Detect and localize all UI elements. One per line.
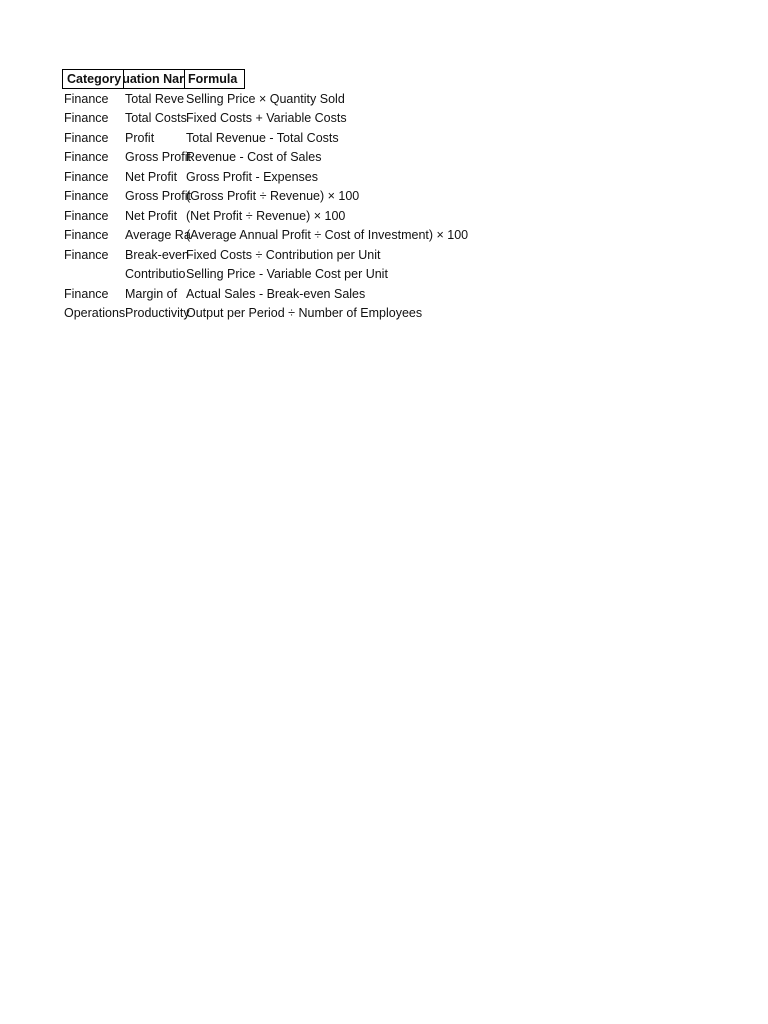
header-row xyxy=(62,69,702,89)
category-cell[interactable]: Finance xyxy=(64,228,109,242)
category-cell[interactable]: Finance xyxy=(64,189,109,203)
table-row xyxy=(62,187,702,207)
name-cell[interactable]: Margin of xyxy=(125,286,178,301)
formula-cell[interactable]: Output per Period ÷ Number of Employees xyxy=(186,306,423,320)
category-cell[interactable]: Finance xyxy=(64,169,109,184)
formula-cell[interactable]: Total Revenue - Total Costs xyxy=(186,130,339,145)
formula-cell[interactable]: Revenue - Cost of Sales xyxy=(186,150,322,164)
formula-cell[interactable]: (Net Profit ÷ Revenue) × 100 xyxy=(186,208,346,223)
formula-cell[interactable]: (Gross Profit ÷ Revenue) × 100 xyxy=(186,189,360,203)
category-cell[interactable]: Finance xyxy=(64,111,109,125)
header-equation-name[interactable] xyxy=(123,69,185,89)
table-row xyxy=(62,304,702,324)
category-cell[interactable]: Finance xyxy=(64,150,109,164)
category-cell[interactable]: Finance xyxy=(64,286,109,301)
table-row xyxy=(62,226,702,246)
name-cell[interactable]: Productivity xyxy=(125,306,190,320)
formula-cell[interactable]: Gross Profit - Expenses xyxy=(186,169,318,184)
table-row xyxy=(62,207,702,227)
name-cell[interactable]: Profit xyxy=(125,130,155,145)
header-category[interactable]: Category xyxy=(62,69,124,89)
table-row xyxy=(62,168,702,188)
name-cell[interactable]: Total Reve xyxy=(125,91,185,106)
spreadsheet xyxy=(62,69,702,324)
table-row xyxy=(62,246,702,266)
table-row xyxy=(62,265,702,285)
category-cell[interactable]: Operations xyxy=(64,306,126,320)
category-cell[interactable] xyxy=(62,265,123,285)
name-cell[interactable]: Gross Profit xyxy=(125,189,191,203)
header-equation-name-label: uation Nar xyxy=(122,72,184,86)
category-cell[interactable]: Finance xyxy=(64,91,109,106)
category-cell[interactable]: Finance xyxy=(64,247,109,262)
formula-cell[interactable]: Fixed Costs ÷ Contribution per Unit xyxy=(186,247,381,262)
name-cell[interactable]: Net Profit xyxy=(125,208,178,223)
table-row xyxy=(62,285,702,305)
formula-cell[interactable]: Selling Price - Variable Cost per Unit xyxy=(186,267,388,281)
name-cell[interactable]: Total Costs xyxy=(125,111,187,125)
name-cell[interactable]: Gross Profit xyxy=(125,150,191,164)
table-row xyxy=(62,148,702,168)
table-row xyxy=(62,90,702,110)
name-cell[interactable]: Contributio xyxy=(125,267,186,281)
name-cell[interactable]: Net Profit xyxy=(125,169,178,184)
formula-cell[interactable]: (Average Annual Profit ÷ Cost of Investment) × 100 xyxy=(186,228,469,242)
category-cell[interactable]: Finance xyxy=(64,208,109,223)
formula-cell[interactable]: Fixed Costs + Variable Costs xyxy=(186,111,347,125)
name-cell[interactable]: Average Ra xyxy=(125,228,191,242)
table-row xyxy=(62,129,702,149)
formula-cell[interactable]: Selling Price × Quantity Sold xyxy=(186,91,345,106)
header-formula[interactable]: Formula xyxy=(184,69,245,89)
name-cell[interactable]: Break-even xyxy=(125,247,189,262)
table-row xyxy=(62,109,702,129)
formula-cell[interactable]: Actual Sales - Break-even Sales xyxy=(186,286,366,301)
category-cell[interactable]: Finance xyxy=(64,130,109,145)
